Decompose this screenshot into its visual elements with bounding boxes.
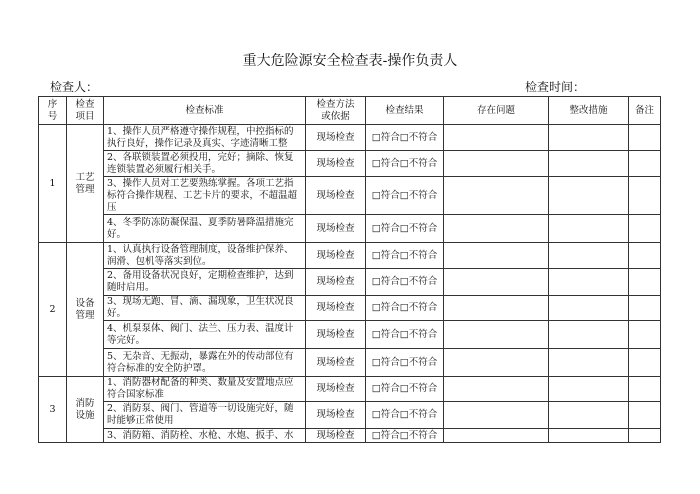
table-row [39, 321, 661, 349]
row-fix[interactable] [549, 243, 629, 269]
header-note: 备注 [629, 97, 661, 125]
row-fix[interactable] [549, 177, 629, 215]
row-standard: 1、认真执行设备管理制度，设备维护保养、润滑、包机等落实到位。 [104, 243, 306, 269]
row-note[interactable] [629, 125, 661, 151]
row-result[interactable]: □符合□不符合 [366, 125, 444, 151]
group-item [67, 377, 104, 443]
header-method [306, 97, 366, 125]
row-standard: 3、现场无跑、冒、滴、漏现象，卫生状况良好。 [104, 296, 306, 321]
row-method: 现场检查 [306, 151, 366, 177]
header-row [39, 97, 661, 125]
row-issues[interactable] [444, 269, 549, 296]
row-method: 现场检查 [306, 243, 366, 269]
table-row [39, 402, 661, 429]
row-note[interactable] [629, 269, 661, 296]
row-standard: 2、备用设备状况良好，定期检查维护，达到随时启用。 [104, 269, 306, 296]
row-result[interactable]: □符合□不符合 [366, 402, 444, 429]
row-fix[interactable] [549, 125, 629, 151]
table-row [39, 215, 661, 243]
row-standard: 3、操作人员对工艺要熟练掌握。各项工艺指标符合操作规程、工艺卡片的要求，不超温超压 [104, 177, 306, 215]
row-standard: 4、机泵泵体、阀门、法兰、压力表、温度计等完好。 [104, 321, 306, 349]
row-method: 现场检查 [306, 269, 366, 296]
row-fix[interactable] [549, 151, 629, 177]
table-row [39, 296, 661, 321]
row-method: 现场检查 [306, 296, 366, 321]
row-method: 现场检查 [306, 215, 366, 243]
row-fix[interactable] [549, 349, 629, 377]
header-result: 检查结果 [366, 97, 444, 125]
table-row [39, 429, 661, 443]
row-fix[interactable] [549, 321, 629, 349]
row-result[interactable]: □符合□不符合 [366, 215, 444, 243]
row-standard: 1、操作人员严格遵守操作规程，中控指标的执行良好，操作记录及真实、字迹清晰工整 [104, 125, 306, 151]
row-standard: 2、各联锁装置必须投用，完好；摘除、恢复连锁装置必须履行相关手。 [104, 151, 306, 177]
row-issues[interactable] [444, 177, 549, 215]
group-item [67, 243, 104, 377]
document-title: 重大危险源安全检查表-操作负责人 [242, 53, 458, 69]
row-fix[interactable] [549, 429, 629, 443]
row-result[interactable]: □符合□不符合 [366, 349, 444, 377]
row-issues[interactable] [444, 377, 549, 402]
row-note[interactable] [629, 377, 661, 402]
header-item [67, 97, 104, 125]
row-issues[interactable] [444, 402, 549, 429]
check-time-label: 检查时间： [525, 80, 586, 94]
group-item-text: 工艺 管理 [75, 171, 95, 195]
row-issues[interactable] [444, 321, 549, 349]
row-standard: 4、冬季防冻防凝保温、夏季防暑降温措施完好。 [104, 215, 306, 243]
group-seq: 3 [39, 377, 67, 443]
row-note[interactable] [629, 151, 661, 177]
group-item-text: 消防 设施 [75, 397, 95, 421]
row-method: 现场检查 [306, 349, 366, 377]
row-issues[interactable] [444, 125, 549, 151]
inspector-label: 检查人： [50, 80, 99, 94]
group-seq: 1 [39, 125, 67, 243]
row-issues[interactable] [444, 151, 549, 177]
row-result[interactable]: □符合□不符合 [366, 377, 444, 402]
row-note[interactable] [629, 243, 661, 269]
row-standard: 3、消防箱、消防栓、水枪、水炮、扳手、水 [104, 429, 306, 443]
row-result[interactable]: □符合□不符合 [366, 269, 444, 296]
row-note[interactable] [629, 349, 661, 377]
group-item-text: 设备 管理 [75, 297, 95, 321]
row-method: 现场检查 [306, 429, 366, 443]
table-row [39, 125, 661, 151]
group-seq: 2 [39, 243, 67, 377]
row-result[interactable]: □符合□不符合 [366, 177, 444, 215]
table-row [39, 349, 661, 377]
table-row [39, 377, 661, 402]
row-result[interactable]: □符合□不符合 [366, 243, 444, 269]
header-method-text: 检查方法 或依据 [316, 98, 355, 122]
table-row [39, 243, 661, 269]
row-note[interactable] [629, 321, 661, 349]
row-note[interactable] [629, 177, 661, 215]
table-row [39, 177, 661, 215]
header-seq [39, 97, 67, 125]
row-issues[interactable] [444, 349, 549, 377]
row-issues[interactable] [444, 215, 549, 243]
row-standard: 1、消防器材配备的种类、数量及安置地点应符合国家标准 [104, 377, 306, 402]
header-seq-text: 序 号 [47, 98, 58, 122]
inspection-table [38, 96, 661, 443]
header-fix: 整改措施 [549, 97, 629, 125]
row-standard: 2、消防泵、阀门、管道等一切设施完好，随时能够正常使用 [104, 402, 306, 429]
row-fix[interactable] [549, 269, 629, 296]
row-fix[interactable] [549, 402, 629, 429]
row-note[interactable] [629, 402, 661, 429]
row-result[interactable]: □符合□不符合 [366, 151, 444, 177]
row-note[interactable] [629, 429, 661, 443]
table-row [39, 269, 661, 296]
header-item-text: 检查 项目 [75, 98, 95, 122]
group-item [67, 125, 104, 243]
row-method: 现场检查 [306, 125, 366, 151]
row-issues[interactable] [444, 429, 549, 443]
header-standard: 检查标准 [104, 97, 306, 125]
row-fix[interactable] [549, 296, 629, 321]
row-issues[interactable] [444, 296, 549, 321]
row-method: 现场检查 [306, 377, 366, 402]
row-method: 现场检查 [306, 402, 366, 429]
row-standard: 5、无杂音、无振动，暴露在外的传动部位有符合标准的安全防护罩。 [104, 349, 306, 377]
row-result[interactable]: □符合□不符合 [366, 296, 444, 321]
row-issues[interactable] [444, 243, 549, 269]
row-note[interactable] [629, 215, 661, 243]
row-result[interactable]: □符合□不符合 [366, 321, 444, 349]
row-method: 现场检查 [306, 177, 366, 215]
row-fix[interactable] [549, 215, 629, 243]
table-row [39, 151, 661, 177]
header-issues: 存在问题 [444, 97, 549, 125]
row-result[interactable]: □符合□不符合 [366, 429, 444, 443]
row-note[interactable] [629, 296, 661, 321]
row-fix[interactable] [549, 377, 629, 402]
row-method: 现场检查 [306, 321, 366, 349]
